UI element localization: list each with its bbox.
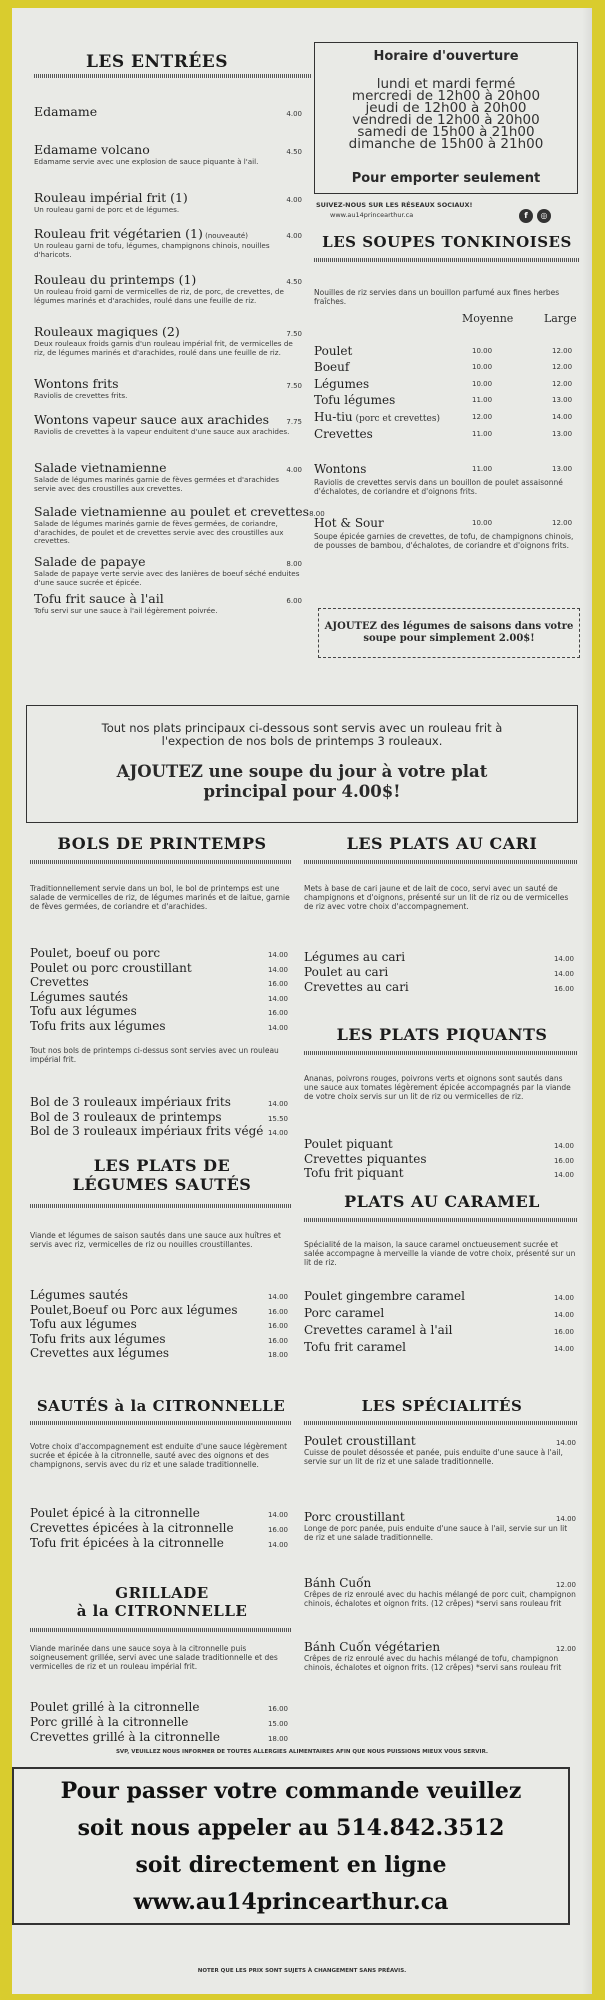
specialite-desc: Longe de porc panée, puis enduite d'une sauce à l'ail, servie sur un lit de riz et une salade traditionnelle. xyxy=(304,1524,568,1542)
menu-item-name: Porc croustillant xyxy=(304,1510,405,1524)
bol-item xyxy=(30,1004,288,1018)
legume-item xyxy=(30,1288,288,1302)
hours-line: vendredi de 12h00 à 20h00 xyxy=(352,112,540,128)
soupe-name: Hot & Sour xyxy=(314,516,384,530)
cari-item xyxy=(304,950,574,964)
menu-item xyxy=(34,190,302,205)
menu-item xyxy=(34,104,302,119)
bol-item xyxy=(30,990,288,1004)
menu-item-price: 4.00 xyxy=(286,196,302,204)
menu-item-price: 8.00 xyxy=(309,510,325,518)
caramel-item xyxy=(304,1289,574,1303)
instagram-icon[interactable]: ◎ xyxy=(537,209,551,223)
grillade-title-2: à la CITRONNELLE xyxy=(76,1602,248,1620)
menu-item-name: Tofu frit épicées à la citronnelle xyxy=(30,1536,224,1550)
menu-item xyxy=(34,272,302,287)
social-label: SUIVEZ-NOUS SUR LES RÉSEAUX SOCIAUX! xyxy=(316,201,473,209)
menu-item-name: Bol de 3 rouleaux impériaux frits végé xyxy=(30,1124,264,1138)
order-box xyxy=(12,1767,570,1925)
grillade-item xyxy=(30,1730,288,1744)
grillade-title-1: GRILLADE xyxy=(115,1584,209,1602)
legume-item xyxy=(30,1317,288,1331)
menu-item-price: 14.00 xyxy=(553,955,574,963)
soupe-desc: Soupe épicée garnies de crevettes, de tofu, de champignons chinois, de pousses de bambou, d'échalotes, de coriandre et d'oignons frits. xyxy=(314,532,574,550)
soupe-price-large: 13.00 xyxy=(552,430,573,438)
soupe-name: Poulet xyxy=(314,344,353,358)
soupe-price-large: 12.00 xyxy=(552,363,573,371)
social-icons xyxy=(515,203,551,223)
menu-item-name: Rouleau du printemps (1) xyxy=(34,272,197,287)
menu-item-name: Rouleau frit végétarien (1) (nouveauté) xyxy=(34,226,248,241)
hours-line: lundi et mardi fermé xyxy=(376,76,516,92)
banner-text: Tout nos plats principaux ci-dessous sont servis avec un rouleau frit à l'expection de nos bols de printemps 3 rouleaux. xyxy=(101,721,503,748)
menu-item-price: 14.00 xyxy=(267,1023,288,1032)
menu-item-price: 18.00 xyxy=(267,1351,288,1359)
legume-item xyxy=(30,1303,288,1317)
order-line-3: soit directement en ligne xyxy=(135,1852,447,1878)
divider xyxy=(30,1421,292,1425)
hours-line: jeudi de 12h00 à 20h00 xyxy=(365,100,527,116)
soupe-name: Tofu légumes xyxy=(314,393,396,407)
soupe-price-moyenne: 10.00 xyxy=(472,347,493,355)
menu-item-tag: (nouveauté) xyxy=(202,232,248,240)
menu-item-price: 4.50 xyxy=(286,278,302,286)
menu-item-price: 14.00 xyxy=(555,1515,576,1523)
menu-item-name: Crevettes caramel à l'ail xyxy=(304,1323,453,1337)
order-phone[interactable]: soit nous appeler au 514.842.3512 xyxy=(77,1815,505,1841)
menu-item-desc: Un rouleau garni de tofu, légumes, champignons chinois, nouilles d'haricots. xyxy=(34,241,270,259)
legume-item xyxy=(30,1332,288,1346)
soupe-price-large: 14.00 xyxy=(552,413,573,421)
menu-item xyxy=(34,324,302,339)
specialite-item xyxy=(304,1510,576,1524)
soup-addon-box xyxy=(318,608,580,658)
soupe-price-moyenne: 10.00 xyxy=(472,380,493,388)
menu-item-name: Edamame xyxy=(34,104,98,119)
menu-item-price: 12.00 xyxy=(555,1645,576,1653)
soupe-price-large: 12.00 xyxy=(552,380,573,388)
menu-item-price: 14.00 xyxy=(267,1129,288,1137)
menu-item-name: Poulet piquant xyxy=(304,1137,393,1151)
piquants-title: LES PLATS PIQUANTS xyxy=(336,1025,548,1044)
specialite-item xyxy=(304,1640,576,1654)
soupe-name: Boeuf xyxy=(314,360,350,374)
menu-item-name: Poulet gingembre caramel xyxy=(304,1289,465,1303)
menu-item-price: 4.00 xyxy=(286,110,302,118)
menu-item-price: 6.00 xyxy=(286,597,302,605)
specialites-title: LES SPÉCIALITÉS xyxy=(361,1397,523,1415)
menu-item-name: Rouleaux magiques (2) xyxy=(34,324,180,339)
facebook-icon[interactable]: f xyxy=(519,209,533,223)
bol-item xyxy=(30,961,288,975)
footer-note: NOTER QUE LES PRIX SONT SUJETS À CHANGEMENT SANS PRÉAVIS. xyxy=(197,1968,407,1974)
menu-item-price: 4.00 xyxy=(286,466,302,474)
allergy-note: SVP, VEUILLEZ NOUS INFORMER DE TOUTES ALLERGIES ALIMENTAIRES AFIN QUE NOUS PUISSIONS MIEUX VOUS SERVIR. xyxy=(115,1749,489,1755)
menu-item-name: Légumes au cari xyxy=(304,950,406,964)
menu-item-desc: Salade de légumes marinés garnie de fèves germées, de coriandre, d'arachides, de poulet et de crevettes servie avec des croustilles aux crevettes. xyxy=(34,519,284,545)
soupe-name: Légumes xyxy=(314,377,370,391)
menu-item-name: Poulet ou porc croustillant xyxy=(30,960,192,975)
menu-item-name: Crevettes piquantes xyxy=(304,1151,427,1166)
divider xyxy=(304,1421,578,1425)
menu-item-name: Salade de papaye xyxy=(34,554,146,569)
menu-item-name: Salade vietnamienne xyxy=(34,460,167,475)
menu-item-price: 14.00 xyxy=(267,1100,288,1108)
menu-item-price: 14.00 xyxy=(267,1511,288,1519)
soupe-price-large: 12.00 xyxy=(552,347,573,355)
legumes-title-2: LÉGUMES SAUTÉS xyxy=(72,1175,252,1194)
divider xyxy=(314,258,580,262)
soupe-price-moyenne: 11.00 xyxy=(472,430,493,438)
menu-item-price: 4.00 xyxy=(286,232,302,240)
bols-note: Tout nos bols de printemps ci-dessus sont servies avec un rouleau impérial frit. xyxy=(30,1046,279,1064)
citronnelle-item xyxy=(30,1521,288,1535)
cari-item xyxy=(304,980,574,994)
citronnelle-item xyxy=(30,1506,288,1520)
caramel-desc: Spécialité de la maison, la sauce caramel onctueusement sucrée et salée accompagne à merveille la viande de votre choix, présenté sur un lit de riz. xyxy=(304,1240,576,1267)
menu-item-name: Bánh Cuốn végétarien xyxy=(304,1640,441,1654)
menu-item-desc: Raviolis de crevettes à la vapeur enduitent d'une sauce aux arachides. xyxy=(34,427,290,436)
citronnelle-desc: Votre choix d'accompagnement est enduite d'une sauce légèrement sucrée et épicée à la citronnelle, sauté avec des oignons et des champignons, servis avec du riz et une salade traditionnelle. xyxy=(30,1442,288,1469)
soupe-name: Hu-tiu (porc et crevettes) xyxy=(314,410,440,424)
menu-item xyxy=(34,376,302,391)
menu-item-price: 16.00 xyxy=(267,1336,288,1345)
menu-item xyxy=(34,504,325,519)
citronnelle-title: SAUTÉS à la CITRONNELLE xyxy=(36,1397,286,1415)
divider xyxy=(30,860,292,864)
menu-item-price: 16.00 xyxy=(267,1307,288,1316)
cari-title: LES PLATS AU CARI xyxy=(346,834,538,853)
menu-item-name: Porc grillé à la citronnelle xyxy=(30,1715,189,1729)
legumes-title-1: LES PLATS DE xyxy=(93,1156,231,1175)
menu-item xyxy=(34,554,302,569)
menu-item-price: 14.00 xyxy=(555,1439,576,1447)
menu-item-name: Tofu frit piquant xyxy=(304,1166,404,1180)
menu-item-price: 14.00 xyxy=(553,1345,574,1353)
bols-desc: Traditionnellement servie dans un bol, le bol de printemps est une salade de vermicelles de riz, de légumes marinés et de laitue, garnie de fèves germées, de coriandre et d'arachides. xyxy=(30,884,290,911)
menu-item-price: 16.00 xyxy=(553,985,574,993)
specialite-item xyxy=(304,1576,576,1590)
menu-item-name: Crevettes au cari xyxy=(304,980,409,994)
grillade-item xyxy=(30,1700,288,1714)
bol-item xyxy=(30,1110,288,1124)
col-moyenne: Moyenne xyxy=(462,312,514,325)
specialite-desc: Crêpes de riz enroulé avec du hachis mélangé de tofu, champignon chinois, échalotes et oignon frits. (12 crêpes) *servi sans rouleau frit xyxy=(304,1654,562,1672)
divider xyxy=(304,1051,578,1055)
menu-item-name: Bánh Cuốn xyxy=(304,1576,372,1590)
col-large: Large xyxy=(544,312,577,325)
grillade-title xyxy=(42,1584,282,1620)
divider xyxy=(30,1204,292,1208)
soupe-price-moyenne: 10.00 xyxy=(472,519,493,527)
legumes-title xyxy=(42,1156,282,1194)
menu-item-name: Poulet, boeuf ou porc xyxy=(30,946,161,960)
menu-item-name: Tofu aux légumes xyxy=(30,1317,137,1331)
menu-item-name: Crevettes xyxy=(30,975,89,989)
soupe-name: Crevettes xyxy=(314,427,373,441)
menu-item-price: 14.00 xyxy=(553,1311,574,1319)
soupe-price-moyenne: 12.00 xyxy=(472,413,493,421)
menu-item-price: 14.00 xyxy=(267,965,288,974)
citronnelle-item xyxy=(30,1536,288,1550)
menu-item-name: Tofu frits aux légumes xyxy=(30,1018,166,1033)
menu-item-price: 14.00 xyxy=(553,1171,574,1179)
menu-item-price: 14.00 xyxy=(553,1294,574,1302)
menu-item-price: 7.75 xyxy=(286,418,302,426)
order-line-1: Pour passer votre commande veuillez xyxy=(60,1778,522,1804)
menu-item-name: Crevettes aux légumes xyxy=(30,1346,170,1360)
caramel-item xyxy=(304,1323,574,1337)
menu-item-desc: Edamame servie avec une explosion de sauce piquante à l'ail. xyxy=(34,157,259,166)
menu-item-price: 16.00 xyxy=(267,1705,288,1713)
soupe-price-large: 13.00 xyxy=(552,465,573,473)
menu-item-price: 16.00 xyxy=(553,1156,574,1165)
piquant-item xyxy=(304,1166,574,1180)
menu-item-price: 14.00 xyxy=(267,1293,288,1301)
menu-item-name: Bol de 3 rouleaux de printemps xyxy=(30,1109,222,1124)
caramel-title: PLATS AU CARAMEL xyxy=(344,1192,540,1211)
menu-item xyxy=(34,460,302,475)
legumes-desc: Viande et légumes de saison sautés dans une sauce aux huîtres et servis avec riz, vermicelles de riz ou nouilles croustillantes. xyxy=(30,1231,281,1249)
menu-item-price: 16.00 xyxy=(267,1526,288,1534)
hours-line: mercredi de 12h00 à 20h00 xyxy=(351,88,541,104)
menu-item-name: Crevettes grillé à la citronnelle xyxy=(30,1730,220,1744)
bol-item xyxy=(30,1095,288,1109)
cari-item xyxy=(304,965,574,979)
takeout-note: Pour emporter seulement xyxy=(351,171,541,186)
menu-item-name: Wontons frits xyxy=(34,376,119,391)
menu-item-price: 7.50 xyxy=(286,382,302,390)
menu-item-price: 16.00 xyxy=(553,1328,574,1336)
divider xyxy=(30,1628,292,1632)
menu-item-name: Légumes sautés xyxy=(30,1288,129,1302)
menu-item-name: Tofu frit sauce à l'ail xyxy=(34,591,164,606)
specialite-item xyxy=(304,1434,576,1448)
hours-box xyxy=(314,42,578,194)
soupe-price-large: 13.00 xyxy=(552,396,573,404)
menu-item-price: 4.50 xyxy=(286,148,302,156)
menu-page xyxy=(12,8,592,1994)
soupe-desc: Raviolis de crevettes servis dans un bouillon de poulet assaisonné d'échalotes, de coriandre et d'oignons frits. xyxy=(314,478,563,496)
main-dishes-banner xyxy=(26,705,578,823)
menu-item-name: Légumes sautés xyxy=(30,989,129,1004)
divider xyxy=(304,860,578,864)
menu-item-name: Bol de 3 rouleaux impériaux frits xyxy=(30,1095,231,1109)
soupe-name: Wontons xyxy=(314,462,367,476)
banner-promo: AJOUTEZ une soupe du jour à votre plat principal pour 4.00$! xyxy=(116,762,488,801)
menu-item-price: 14.00 xyxy=(267,994,288,1003)
menu-item-name: Poulet grillé à la citronnelle xyxy=(30,1700,200,1714)
menu-item-price: 14.00 xyxy=(267,1541,288,1549)
menu-item-name: Poulet croustillant xyxy=(304,1434,416,1448)
hours-line: dimanche de 15h00 à 21h00 xyxy=(348,136,544,152)
divider xyxy=(304,1218,578,1222)
menu-item-name: Rouleau impérial frit (1) xyxy=(34,190,188,205)
menu-item-price: 15.50 xyxy=(267,1114,288,1123)
menu-item-desc: Raviolis de crevettes frits. xyxy=(34,391,128,400)
menu-item-name: Salade vietnamienne au poulet et crevettes xyxy=(34,504,310,519)
caramel-item xyxy=(304,1340,574,1354)
menu-item-desc: Salade de papaye verte servie avec des lanières de boeuf séché enduites d'une sauce sucrée et épicée. xyxy=(34,569,300,587)
menu-item-name: Wontons vapeur sauce aux arachides xyxy=(34,412,270,427)
menu-item xyxy=(34,226,302,241)
menu-item-price: 18.00 xyxy=(267,1735,288,1743)
caramel-item xyxy=(304,1306,574,1320)
menu-item-name: Porc caramel xyxy=(304,1306,385,1320)
bol-item xyxy=(30,1019,288,1033)
specialite-desc: Cuisse de poulet désossée et panée, puis enduite d'une sauce à l'ail, servie sur un lit de riz et une salade traditionnelle. xyxy=(304,1448,563,1466)
menu-item-price: 12.00 xyxy=(555,1581,576,1589)
menu-item-desc: Un rouleau froid garni de vermicelles de riz, de porc, de crevettes, de légumes marinés et d'arachides, roulé dans une feuille de riz. xyxy=(34,287,284,305)
menu-item-price: 14.00 xyxy=(267,951,288,959)
menu-item-name: Tofu aux légumes xyxy=(30,1004,137,1018)
menu-item-price: 16.00 xyxy=(267,980,288,988)
menu-item-price: 15.00 xyxy=(267,1720,288,1728)
bols-title: BOLS DE PRINTEMPS xyxy=(57,834,267,853)
social-url[interactable]: www.au14princearthur.ca xyxy=(330,211,414,219)
menu-item xyxy=(34,591,302,606)
menu-item-price: 8.00 xyxy=(286,560,302,568)
menu-item xyxy=(34,142,302,157)
hours-title: Horaire d'ouverture xyxy=(373,49,519,64)
menu-item-name: Poulet épicé à la citronnelle xyxy=(30,1506,200,1520)
soupe-price-moyenne: 11.00 xyxy=(472,396,493,404)
soupe-note: (porc et crevettes) xyxy=(352,414,440,424)
piquant-item xyxy=(304,1137,574,1151)
menu-item-price: 16.00 xyxy=(267,1009,288,1017)
menu-item-name: Tofu frit caramel xyxy=(304,1340,407,1354)
menu-item-desc: Salade de légumes marinés garnie de fèves germées et d'arachides servie avec des croustilles aux crevettes. xyxy=(34,475,279,493)
soupe-price-moyenne: 11.00 xyxy=(472,465,493,473)
menu-item-price: 14.00 xyxy=(553,970,574,978)
soupes-desc: Nouilles de riz servies dans un bouillon parfumé aux fines herbes fraîches. xyxy=(314,288,560,306)
menu-item-name: Edamame volcano xyxy=(34,142,150,157)
piquant-item xyxy=(304,1152,574,1166)
menu-item-name: Crevettes épicées à la citronnelle xyxy=(30,1521,234,1535)
divider xyxy=(34,74,312,78)
menu-item-name: Poulet,Boeuf ou Porc aux légumes xyxy=(30,1302,238,1317)
soupes-title: LES SOUPES TONKINOISES xyxy=(322,233,572,251)
grillade-item xyxy=(30,1715,288,1729)
menu-item xyxy=(34,412,302,427)
legume-item xyxy=(30,1346,288,1360)
piquants-desc: Ananas, poivrons rouges, poivrons verts et oignons sont sautés dans une sauce aux tomates légèrement épicée accompagnés par la viande de votre choix servis sur un lit de riz ou vermicelles de riz. xyxy=(304,1074,571,1101)
bol-item xyxy=(30,975,288,989)
menu-item-name: Poulet au cari xyxy=(304,965,389,979)
hours-lines xyxy=(315,78,577,150)
menu-item-price: 16.00 xyxy=(267,1322,288,1330)
order-website[interactable]: www.au14princearthur.ca xyxy=(133,1889,449,1915)
hours-line: samedi de 15h00 à 21h00 xyxy=(357,124,535,140)
grillade-desc: Viande marinée dans une sauce soya à la citronnelle puis soigneusement grillée, servi avec une salade traditionnelle et des vermicelles de riz et un rouleau impérial frit. xyxy=(30,1644,278,1671)
menu-item-name: Tofu frits aux légumes xyxy=(30,1331,166,1346)
cari-desc: Mets à base de cari jaune et de lait de coco, servi avec un sauté de champignons et d'oignons, présenté sur un lit de riz ou de vermicelles de riz avec votre choix d'accompagnement. xyxy=(304,884,569,911)
soup-addon: AJOUTEZ des légumes de saisons dans votre soupe pour simplement 2.00$! xyxy=(324,621,574,644)
soupe-price-moyenne: 10.00 xyxy=(472,363,493,371)
specialite-desc: Crêpes de riz enroulé avec du hachis mélangé de porc cuit, champignon chinois, échalotes et oignon frits. (12 crêpes) *servi sans rouleau frit xyxy=(304,1590,576,1608)
soupe-price-large: 12.00 xyxy=(552,519,573,527)
menu-item-desc: Deux rouleaux froids garnis d'un rouleau impérial frit, de vermicelles de riz, de légumes marinés et d'arachides, roulé dans une feuille de riz. xyxy=(34,339,293,357)
bol-item xyxy=(30,1124,288,1138)
bol-item xyxy=(30,946,288,960)
menu-item-desc: Un rouleau garni de porc et de légumes. xyxy=(34,205,180,214)
menu-item-price: 14.00 xyxy=(553,1142,574,1150)
menu-item-desc: Tofu servi sur une sauce à l'ail légèrement poivrée. xyxy=(34,606,218,615)
entrees-title: LES ENTRÉES xyxy=(85,52,229,72)
menu-item-price: 7.50 xyxy=(286,330,302,338)
